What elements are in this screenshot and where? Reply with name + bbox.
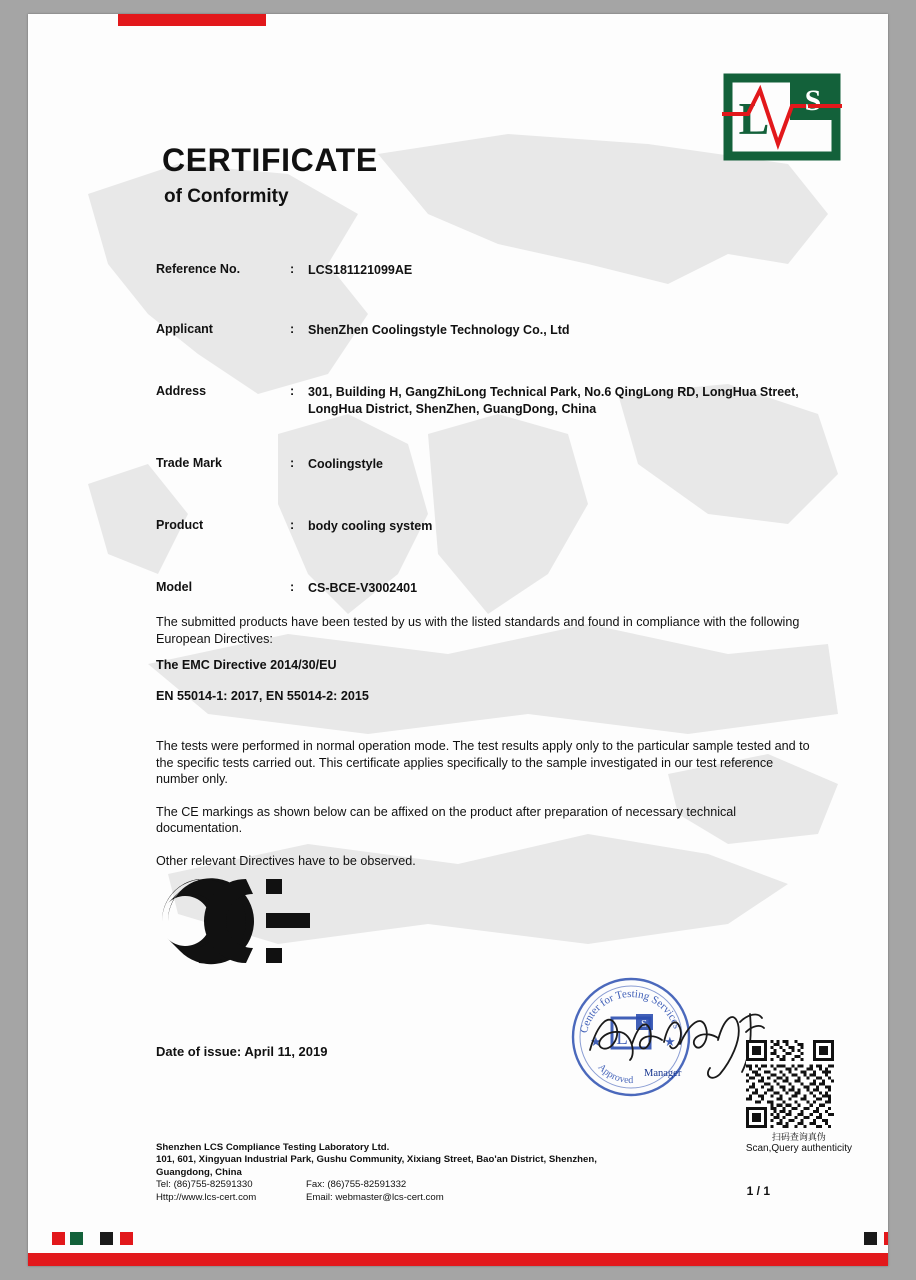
- svg-text:L: L: [738, 93, 770, 144]
- field-row: [28, 262, 888, 304]
- standards-line: EN 55014-1: 2017, EN 55014-2: 2015: [156, 688, 369, 703]
- ce-marking-paragraph: The CE markings as shown below can be affixed on the product after preparation of necessary technical documentation.: [156, 804, 737, 835]
- field-label: Address: [156, 384, 207, 398]
- footer-lab-name: Shenzhen LCS Compliance Testing Laboratory Ltd.: [156, 1141, 390, 1153]
- svg-text:Approved: Approved: [595, 1061, 634, 1087]
- field-value-trade-mark: Coolingstyle: [308, 457, 384, 471]
- field-value-reference-no: LCS181121099AE: [308, 263, 413, 277]
- date-of-issue: Date of issue: April 11, 2019: [156, 1044, 328, 1059]
- footer-region-line: Guangdong, China: [156, 1166, 242, 1178]
- top-red-bar: [118, 14, 266, 26]
- svg-text:★: ★: [590, 1034, 602, 1049]
- intro-paragraph: The submitted products have been tested by us with the listed standards and found in compliance with the following European Directives:: [156, 615, 800, 646]
- certificate-page: [28, 14, 888, 1266]
- svg-text:L: L: [616, 1028, 628, 1049]
- bottom-red-bar: [28, 1253, 888, 1266]
- footer-address-block: [156, 1142, 716, 1205]
- qr-caption-chinese: 扫码查询真伪: [771, 1132, 826, 1142]
- svg-text:S: S: [804, 84, 822, 117]
- field-value-applicant: ShenZhen Coolingstyle Technology Co., Ltd: [308, 323, 570, 337]
- field-value-address: 301, Building H, GangZhiLong Technical Park, No.6 QingLong RD, LongHua Street, LongHua District, ShenZhen, GuangDong, China: [308, 385, 799, 416]
- tests-note-paragraph: The tests were performed in normal operation mode. The test results apply only to the particular sample tested and to the specific tests carried out. This certificate applies specifically to the sample investigated in our test reference number only.: [156, 739, 810, 786]
- page-subtitle: of Conformity: [164, 186, 289, 207]
- field-colon: :: [290, 456, 295, 470]
- field-label: Reference No.: [156, 262, 241, 276]
- other-directives-paragraph: Other relevant Directives have to be observed.: [156, 853, 416, 868]
- svg-text:★: ★: [664, 1034, 676, 1049]
- certificate-fields: [28, 262, 888, 642]
- footer-website[interactable]: Http://www.lcs-cert.com: [156, 1191, 257, 1203]
- field-row: [28, 518, 888, 562]
- lcs-logo-icon: [722, 72, 842, 162]
- ce-marking-icon: [154, 876, 324, 966]
- field-label: Trade Mark: [156, 456, 223, 470]
- field-value-model: CS-BCE-V3002401: [308, 581, 418, 595]
- manager-label: Manager: [644, 1068, 682, 1079]
- directive-line: The EMC Directive 2014/30/EU: [156, 658, 337, 672]
- field-colon: :: [290, 384, 295, 398]
- field-colon: :: [290, 262, 295, 276]
- page-title: CERTIFICATE: [162, 142, 378, 178]
- field-row: [28, 456, 888, 500]
- qr-caption-english: Scan,Query authenticity: [745, 1143, 852, 1154]
- qr-code-icon: [746, 1040, 834, 1128]
- svg-text:S: S: [640, 1018, 648, 1030]
- qr-code-block: [746, 1040, 852, 1154]
- field-colon: :: [290, 580, 295, 594]
- footer-fax: Fax: (86)755-82591332: [306, 1179, 407, 1190]
- footer-email[interactable]: Email: webmaster@lcs-cert.com: [306, 1191, 444, 1203]
- footer-tel: Tel: (86)755-82591330: [156, 1179, 253, 1190]
- field-row: [28, 384, 888, 438]
- field-colon: :: [290, 518, 295, 532]
- field-colon: :: [290, 322, 295, 336]
- field-row: [28, 322, 888, 366]
- field-label: Applicant: [156, 322, 213, 336]
- field-value-product: body cooling system: [308, 519, 433, 533]
- field-label: Model: [156, 580, 193, 594]
- svg-text:Center for Testing Services: Center for Testing Services: [577, 987, 683, 1035]
- field-label: Product: [156, 518, 204, 532]
- page-number: 1 / 1: [746, 1184, 770, 1198]
- footer-address-line: 101, 601, Xingyuan Industrial Park, Gushu Community, Xixiang Street, Bao'an District, Shenzhen,: [156, 1154, 597, 1165]
- certificate-body: [156, 614, 816, 885]
